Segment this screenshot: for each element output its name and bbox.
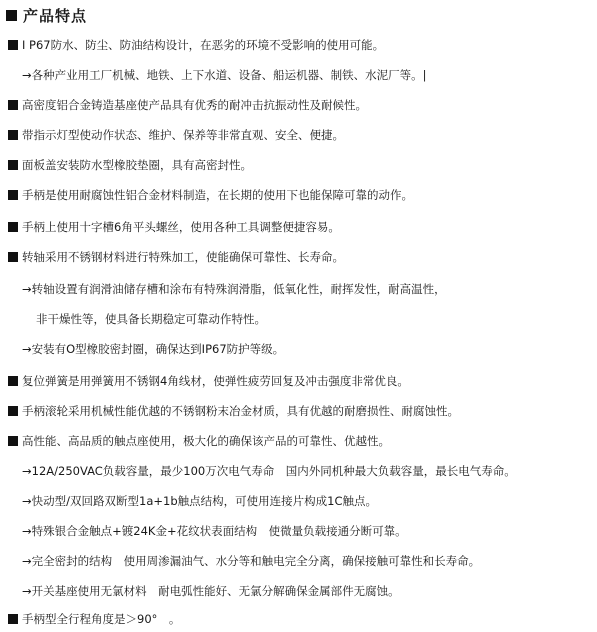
feature-text: →12A/250VAC负载容量，最少100万次电气寿命 国内外同机种最大负载容量，最长电气寿命。 <box>22 464 516 478</box>
feature-item <box>8 127 344 143</box>
feature-text: →完全密封的结构 使用周渗漏油气、水分等和触电完全分离，确保接触可靠性和长寿命。 <box>22 554 481 568</box>
square-bullet-icon <box>8 190 18 200</box>
feature-text: →快动型/双回路双断型1a+1b触点结构，可使用连接片构成1C触点。 <box>22 494 377 508</box>
feature-text: →开关基座使用无氯材料 耐电弧性能好、无氯分解确保金属部件无腐蚀。 <box>22 584 400 598</box>
feature-item <box>8 187 413 203</box>
feature-text: 带指示灯型使动作状态、维护、保养等非常直观、安全、便捷。 <box>22 128 344 142</box>
feature-subitem <box>22 523 407 539</box>
feature-item <box>8 37 384 53</box>
feature-text: 复位弹簧是用弹簧用不锈钢4角线材，使弹性疲劳回复及冲击强度非常优良。 <box>22 374 409 388</box>
square-bullet-icon <box>8 222 18 232</box>
feature-item <box>8 249 344 265</box>
square-bullet-icon <box>8 614 18 624</box>
feature-text: 手柄是使用耐腐蚀性铝合金材料制造，在长期的使用下也能保障可靠的动作。 <box>22 188 413 202</box>
square-bullet-icon <box>6 10 17 21</box>
feature-subitem <box>22 583 400 599</box>
feature-subitem <box>36 311 266 327</box>
feature-subitem <box>22 493 377 509</box>
feature-text: →特殊银合金触点+镀24K金+花纹状表面结构 使微量负载接通分断可靠。 <box>22 524 407 538</box>
square-bullet-icon <box>8 40 18 50</box>
square-bullet-icon <box>8 406 18 416</box>
feature-text: →各种产业用工厂机械、地铁、上下水道、设备、船运机器、制铁、水泥厂等。| <box>22 68 427 82</box>
feature-text: I P67防水、防尘、防油结构设计，在恶劣的环境不受影响的使用可能。 <box>22 38 385 52</box>
feature-text: →安装有O型橡胶密封圈，确保达到IP67防护等级。 <box>22 342 285 356</box>
square-bullet-icon <box>8 376 18 386</box>
square-bullet-icon <box>8 100 18 110</box>
feature-text: 手柄型全行程角度是＞90° 。 <box>22 612 181 626</box>
feature-item <box>8 403 459 419</box>
feature-subitem <box>22 341 284 357</box>
feature-subitem <box>22 553 480 569</box>
feature-item <box>8 611 180 627</box>
square-bullet-icon <box>8 160 18 170</box>
square-bullet-icon <box>8 436 18 446</box>
feature-text: 手柄滚轮采用机械性能优越的不锈钢粉末冶金材质，具有优越的耐磨损性、耐腐蚀性。 <box>22 404 459 418</box>
feature-text: 手柄上使用十字槽6角平头螺丝，使用各种工具调整便捷容易。 <box>22 220 340 234</box>
feature-text: 面板盖安装防水型橡胶垫圈，具有高密封性。 <box>22 158 252 172</box>
feature-subitem <box>22 463 516 479</box>
feature-text: 转轴采用不锈钢材料进行特殊加工，使能确保可靠性、长寿命。 <box>22 250 344 264</box>
feature-item <box>8 97 367 113</box>
feature-subitem <box>22 281 446 297</box>
feature-text: 高密度铝合金铸造基座使产品具有优秀的耐冲击抗振动性及耐候性。 <box>22 98 367 112</box>
feature-text: 高性能、高品质的触点座使用，极大化的确保该产品的可靠性、优越性。 <box>22 434 390 448</box>
square-bullet-icon <box>8 252 18 262</box>
page-title <box>6 4 87 26</box>
feature-text: 非干燥性等，使具备长期稳定可靠动作特性。 <box>36 312 266 326</box>
feature-subitem <box>22 67 427 83</box>
feature-item <box>8 157 252 173</box>
square-bullet-icon <box>8 130 18 140</box>
feature-item <box>8 433 390 449</box>
feature-text: →转轴设置有润滑油储存槽和涂布有特殊润滑脂，低氧化性，耐挥发性，耐高温性， <box>22 282 446 296</box>
feature-item <box>8 373 409 389</box>
title-text: 产品特点 <box>23 6 88 25</box>
feature-item <box>8 219 340 235</box>
